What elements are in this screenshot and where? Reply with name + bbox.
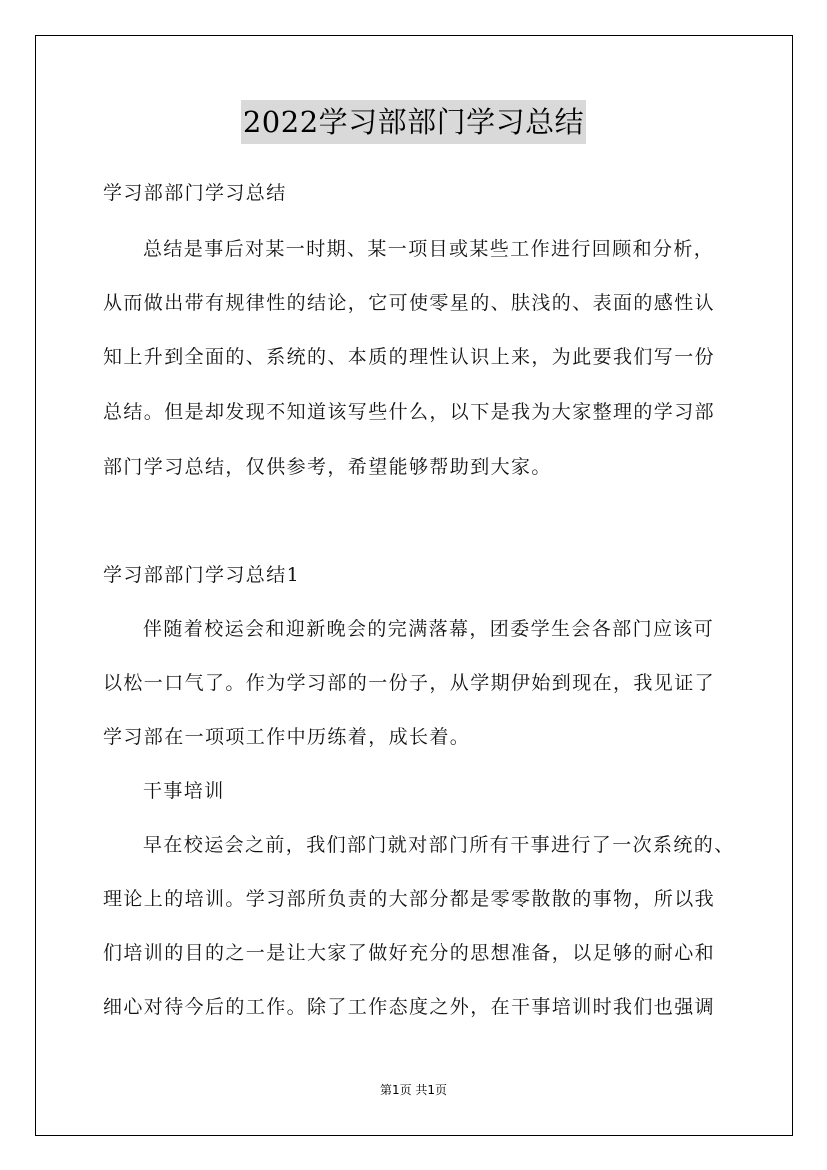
page-number-footer: 第1页 共1页 — [379, 1083, 448, 1097]
paragraph-line: 伴随着校运会和迎新晚会的完满落幕，团委学生会各部门应该可 — [143, 618, 715, 640]
paragraph-line: 理论上的培训。学习部所负责的大部分都是零零散散的事物，所以我 — [103, 888, 716, 910]
paragraph-line: 总结是事后对某一时期、某一项目或某些工作进行回顾和分析， — [143, 238, 715, 260]
document-title: 2022学习部部门学习总结 — [241, 100, 586, 144]
section-heading: 学习部部门学习总结 — [103, 182, 287, 204]
paragraph-line: 学习部在一项项工作中历练着，成长着。 — [103, 726, 471, 748]
paragraph-line: 总结。但是却发现不知道该写些什么，以下是我为大家整理的学习部 — [103, 401, 716, 423]
paragraph-line: 们培训的目的之一是让大家了做好充分的思想准备，以足够的耐心和 — [103, 942, 716, 964]
paragraph-line: 从而做出带有规律性的结论，它可使零星的、肤浅的、表面的感性认 — [103, 292, 716, 314]
section-heading: 学习部部门学习总结1 — [103, 564, 301, 586]
paragraph-line: 知上升到全面的、系统的、本质的理性认识上来，为此要我们写一份 — [103, 346, 716, 368]
paragraph-line: 细心对待今后的工作。除了工作态度之外，在干事培训时我们也强调 — [103, 996, 716, 1018]
paragraph-line: 部门学习总结，仅供参考，希望能够帮助到大家。 — [103, 456, 552, 478]
paragraph-line: 以松一口气了。作为学习部的一份子，从学期伊始到现在，我见证了 — [103, 672, 716, 694]
paragraph-line: 早在校运会之前，我们部门就对部门所有干事进行了一次系统的、 — [143, 834, 735, 856]
title-container — [0, 100, 827, 144]
subsection-heading: 干事培训 — [143, 780, 225, 802]
